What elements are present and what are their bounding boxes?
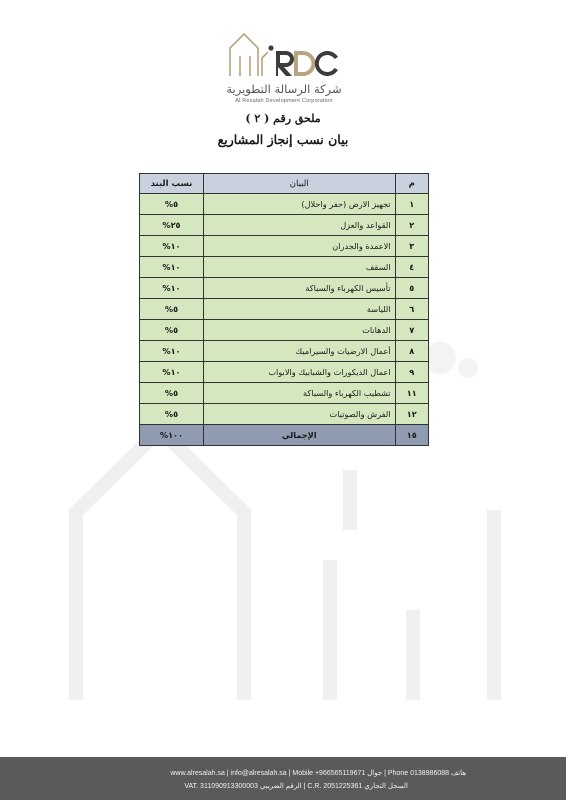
table-row	[140, 194, 429, 215]
row-description: اللياسة	[203, 299, 395, 320]
table-row	[140, 320, 429, 341]
row-number: ٢	[395, 215, 428, 236]
row-description: أعمال الارضيات والسيراميك	[203, 341, 395, 362]
row-percentage: ٥%	[140, 320, 204, 341]
table-row	[140, 341, 429, 362]
table-row	[140, 215, 429, 236]
row-number: ١١	[395, 383, 428, 404]
logo-english-name: Al Resalah Development Corporation	[235, 98, 333, 104]
row-number: ٦	[395, 299, 428, 320]
row-number: ٣	[395, 236, 428, 257]
row-percentage: ١٠%	[140, 362, 204, 383]
row-percentage: ١٠%	[140, 236, 204, 257]
row-percentage: ١٠٠%	[140, 425, 204, 446]
row-number: ١٢	[395, 404, 428, 425]
table-row	[140, 404, 429, 425]
row-percentage: ١٠%	[140, 341, 204, 362]
header-pct: نسب البند	[140, 174, 204, 194]
row-number: ١	[395, 194, 428, 215]
logo-mark-icon	[224, 26, 344, 82]
row-description: الفرش والصوتيات	[203, 404, 395, 425]
header-num: م	[395, 174, 428, 194]
row-number: ٧	[395, 320, 428, 341]
table-row	[140, 278, 429, 299]
appendix-label: ملحق رقم ( ٢ )	[245, 112, 321, 125]
row-percentage: ٥%	[140, 404, 204, 425]
row-percentage: ٥%	[140, 299, 204, 320]
row-percentage: ٥%	[140, 383, 204, 404]
header-desc: البيان	[203, 174, 395, 194]
logo-arabic-name: شركة الرسالة التطويرية	[226, 82, 342, 96]
table-header-row	[140, 174, 429, 194]
footer-contact: www.alresalah.sa | info@alresalah.sa | Mobile +966565119671 جوال | Phone 0138986088 هاتف	[170, 770, 466, 777]
table-total-row	[140, 425, 429, 446]
row-description: القواعد والعزل	[203, 215, 395, 236]
row-number: ٨	[395, 341, 428, 362]
footer-bar	[0, 757, 566, 800]
row-percentage: ١٠%	[140, 278, 204, 299]
table-row	[140, 299, 429, 320]
row-description: تشطيب الكهرباء والسباكة	[203, 383, 395, 404]
footer-registration: VAT. 311090913300003 الرقم الضريبي | C.R. 2051225361 السجل التجاري	[184, 783, 408, 790]
table-row	[140, 257, 429, 278]
row-number: ٤	[395, 257, 428, 278]
row-percentage: ١٠%	[140, 257, 204, 278]
row-description: تجهيز الارض (حفر واحلال)	[203, 194, 395, 215]
completion-table	[139, 173, 429, 446]
row-percentage: ٢٥%	[140, 215, 204, 236]
row-percentage: ٥%	[140, 194, 204, 215]
page-title: بيان نسب إنجاز المشاريع	[217, 132, 349, 147]
row-number: ١٥	[395, 425, 428, 446]
row-description: اعمال الديكورات والشبابيك والابواب	[203, 362, 395, 383]
row-description: تأسيس الكهرباء والسباكة	[203, 278, 395, 299]
table-row	[140, 236, 429, 257]
row-description: الإجمالي	[203, 425, 395, 446]
row-description: الدهانات	[203, 320, 395, 341]
row-number: ٥	[395, 278, 428, 299]
table-row	[140, 383, 429, 404]
row-number: ٩	[395, 362, 428, 383]
table-row	[140, 362, 429, 383]
row-description: الاعمدة والجدران	[203, 236, 395, 257]
row-description: السقف	[203, 257, 395, 278]
company-logo	[224, 26, 344, 104]
